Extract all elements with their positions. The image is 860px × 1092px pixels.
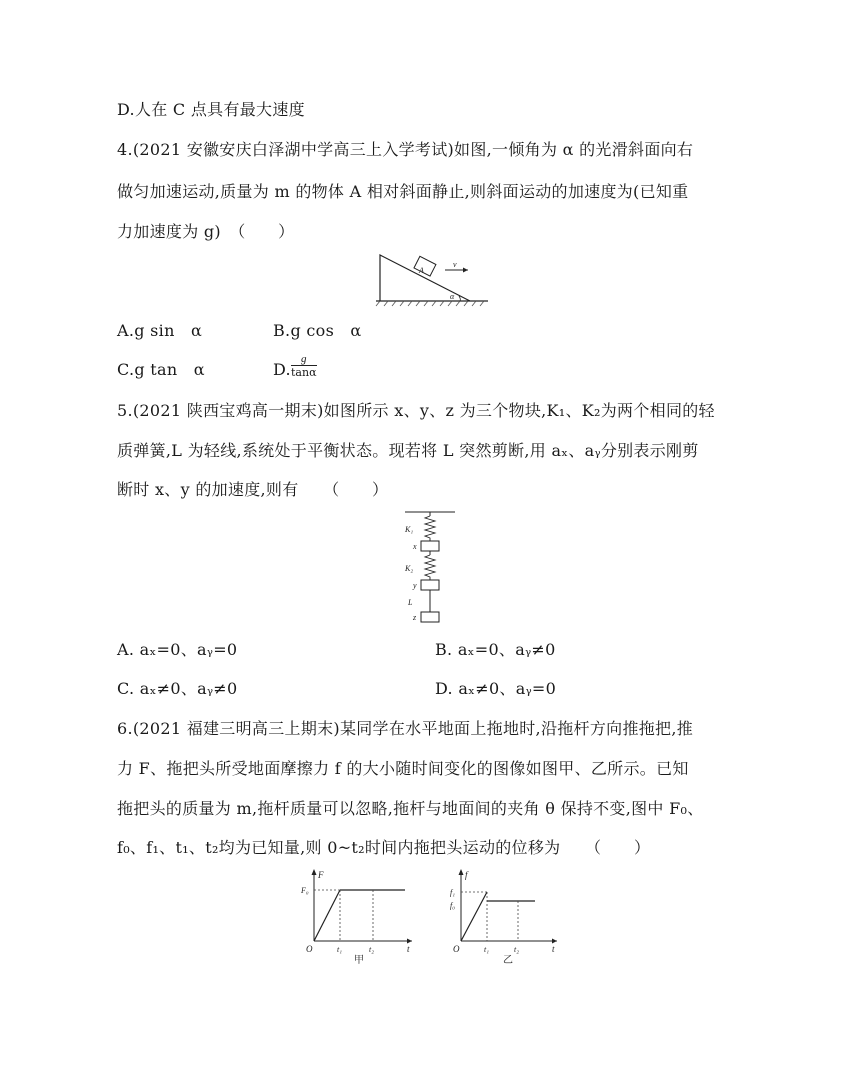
q5-block-z <box>421 612 439 622</box>
q6-yi-origin: O <box>453 944 460 954</box>
q4-option-b: B.g cos α <box>273 321 362 340</box>
q4-option-d-denominator: tanα <box>291 366 317 379</box>
q6-yi-x-label: t <box>552 944 555 954</box>
q6-stem-line-3: 拖把头的质量为 m,拖杆质量可以忽略,拖杆与地面间的夹角 θ 保持不变,图中 F₀、 <box>117 799 704 818</box>
q6-yi-y-label: f <box>465 870 468 880</box>
q6-jia-x-label: t <box>407 944 410 954</box>
q5-k2-label: K₂ <box>405 564 414 573</box>
q5-x-label: x <box>413 542 417 551</box>
q6-graph-jia <box>300 866 420 966</box>
q6-stem-line-1: 6.(2021 福建三明高三上期末)某同学在水平地面上拖地时,沿拖杆方向推拖把,推 <box>117 719 694 738</box>
q4-stem-line-3: 力加速度为 g) （ ） <box>117 222 295 241</box>
q4-stem-line-1: 4.(2021 安徽安庆白泽湖中学高三上入学考试)如图,一倾角为 α 的光滑斜面向右 <box>117 140 694 159</box>
q5-spring-figure <box>400 508 460 626</box>
q4-option-d-numerator: g <box>291 353 317 366</box>
q4-block-label: A <box>419 266 424 275</box>
q6-yi-t1: t₁ <box>484 945 490 954</box>
q4-angle-label: α <box>450 292 455 301</box>
q5-stem-line-1: 5.(2021 陕西宝鸡高一期末)如图所示 x、y、z 为三个物块,K₁、K₂为两个相同的轻 <box>117 401 715 420</box>
q4-incline-figure <box>370 250 495 310</box>
q6-stem-line-2: 力 F、拖把头所受地面摩擦力 f 的大小随时间变化的图像如图甲、乙所示。已知 <box>117 759 689 778</box>
q6-jia-origin: O <box>306 944 313 954</box>
q5-option-c: C. aₓ≠0、aᵧ≠0 <box>117 679 238 698</box>
q4-velocity-label: v <box>453 260 457 269</box>
q5-option-a: A. aₓ=0、aᵧ=0 <box>117 640 238 659</box>
q5-z-label: z <box>413 613 417 622</box>
q6-jia-t1: t₁ <box>337 945 343 954</box>
q4-option-d-fraction <box>291 353 317 379</box>
q6-jia-t2: t₂ <box>369 945 375 954</box>
q5-option-b: B. aₓ=0、aᵧ≠0 <box>435 640 556 659</box>
q6-jia-y-label: F <box>318 870 324 880</box>
q4-stem-line-2: 做匀加速运动,质量为 m 的物体 A 相对斜面静止,则斜面运动的加速度为(已知重 <box>117 182 689 201</box>
q6-jia-f0-tick: F₀ <box>301 886 309 895</box>
q4-block-a <box>414 256 436 276</box>
q4-option-a: A.g sin α <box>117 321 203 340</box>
q6-yi-f1-tick: f₁ <box>450 888 456 897</box>
q6-stem-line-4: f₀、f₁、t₁、t₂均为已知量,则 0~t₂时间内拖把头运动的位移为 （ ） <box>117 838 651 857</box>
q6-graph-yi <box>447 866 567 966</box>
q6-yi-t2: t₂ <box>514 945 520 954</box>
q6-yi-f0-tick: f₀ <box>450 901 456 910</box>
q6-jia-caption: 甲 <box>354 955 364 966</box>
q5-stem-line-3: 断时 x、y 的加速度,则有 （ ） <box>117 480 389 499</box>
q4-option-c: C.g tan α <box>117 360 205 379</box>
q5-option-d: D. aₓ≠0、aᵧ=0 <box>435 679 557 698</box>
q5-block-x <box>421 541 439 551</box>
q6-yi-caption: 乙 <box>503 955 513 966</box>
q3-option-d: D.人在 C 点具有最大速度 <box>117 100 305 119</box>
q5-stem-line-2: 质弹簧,L 为轻线,系统处于平衡状态。现若将 L 突然剪断,用 aₓ、aᵧ分别表示刚剪 <box>117 441 699 460</box>
q5-block-y <box>421 580 439 590</box>
q5-k1-label: K₁ <box>405 525 414 534</box>
q4-option-d-prefix: D. <box>273 360 291 379</box>
q5-y-label: y <box>413 581 417 590</box>
q5-l-label: L <box>408 598 413 607</box>
